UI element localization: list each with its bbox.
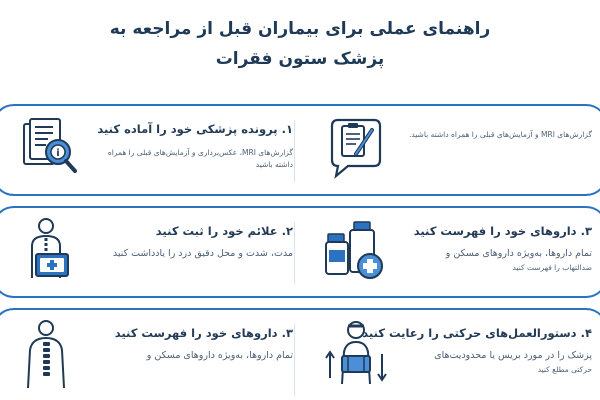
spine-xray-icon (18, 216, 84, 288)
tip-description: پزشک را در مورد بریس یا محدودیت‌های (434, 350, 592, 361)
tip-text (88, 324, 293, 364)
tip-heading: ۴. دستورالعمل‌های حرکتی را رعایت کنید (362, 326, 592, 340)
page-title (0, 14, 600, 74)
tip-description: مدت، شدت و محل دقیق درد را یادداشت کنید (112, 248, 293, 259)
tip-heading: ۲. علائم خود را ثبت کنید (155, 224, 293, 238)
tip-description-cont: ضدالتهاب را فهرست کنید (512, 263, 592, 272)
tip-description: گزارش‌های MRI، عکس‌برداری و آزمایش‌های قبلی را همراه داشته باشید (107, 148, 293, 169)
tip-text (396, 222, 592, 274)
tip-heading: ۳. داروهای خود را فهرست کنید (114, 326, 293, 340)
svg-text:i: i (56, 148, 60, 159)
page-title-line1: راهنمای عملی برای بیماران قبل از مراجعه به (109, 19, 491, 39)
tip-text (362, 324, 592, 376)
medical-documents-magnifier-icon (18, 114, 84, 186)
tip-description: تمام داروها، به‌ویژه داروهای مسکن و (445, 248, 592, 259)
tip-text (88, 222, 293, 262)
tip-movement-instructions (312, 310, 600, 400)
tip-heading: ۳. داروهای خود را فهرست کنید (413, 224, 592, 238)
page-title-line2: پزشک ستون فقرات (215, 49, 385, 69)
tip-description: گزارش‌های MRI و آزمایش‌های قبلی را همراه داشته باشید. (408, 130, 592, 139)
tip-medical-records (12, 106, 302, 194)
tip-description: تمام داروها، به‌ویژه داروهای مسکن و (146, 350, 293, 361)
human-spine-icon (18, 318, 84, 390)
tip-heading: ۱. پرونده پزشکی خود را آماده کنید (97, 122, 293, 136)
medicine-bottles-icon (324, 216, 390, 288)
tip-card-1 (0, 104, 600, 196)
tip-list-medications (312, 208, 600, 296)
tip-record-symptoms (12, 208, 302, 296)
notepad-pen-speech-bubble-icon (324, 114, 390, 186)
tip-text (396, 120, 592, 141)
tip-bring-reports (312, 106, 600, 194)
tip-card-2 (0, 206, 600, 298)
tip-description-cont: حرکتی مطلع کنید (537, 365, 592, 374)
tip-text (88, 120, 293, 171)
tip-list-medications-2 (12, 310, 302, 400)
tip-card-3 (0, 308, 600, 400)
